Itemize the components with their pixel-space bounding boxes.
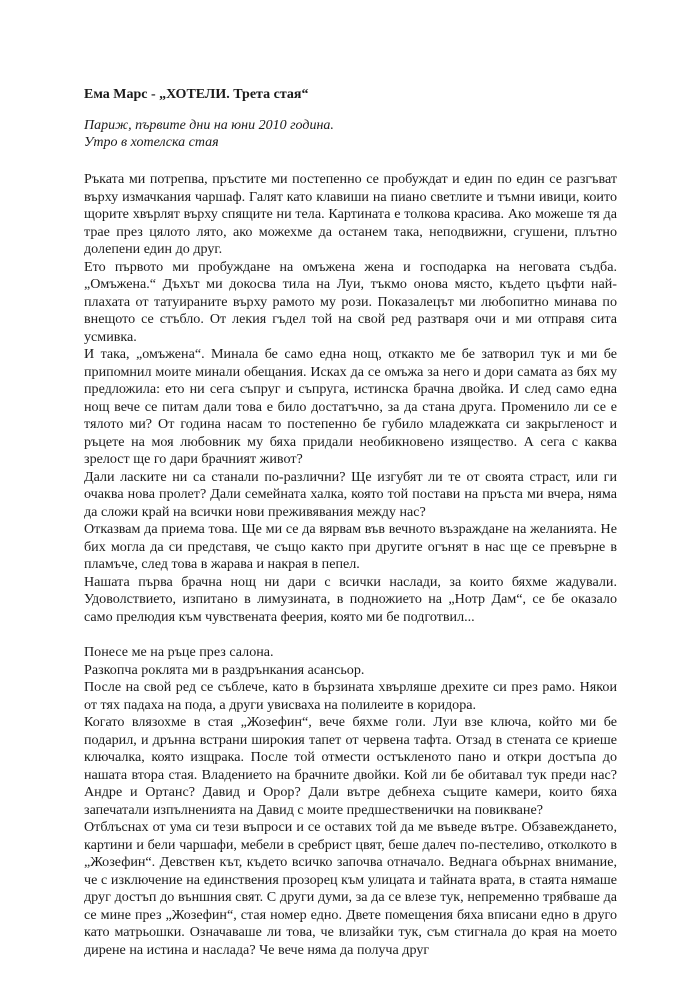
paragraph: Нашата първа брачна нощ ни дари с всички наслади, за които бяхме жадували. Удоволствието, изпитано в лимузината, в подножието на „Нотр Дам“, се бе оказало само прелюдия към чувствената феерия, която ми бе подготвил...	[84, 573, 617, 625]
paragraph: Дали ласките ни са станали по-различни? Ще изгубят ли те от своята страст, или ги очаква нова пролет? Дали семейната халка, която той постави на пръста ми вчера, няма да сложи край на всички нови преживявания между нас?	[84, 468, 617, 520]
document-body	[84, 171, 617, 959]
dateline-setting: Утро в хотелска стая	[84, 135, 219, 150]
paragraph: После на свой ред се съблече, като в бързината хвърляше дрехите си през рамо. Някои от тях падаха на пода, а други увисваха на полилеите в коридора.	[84, 679, 617, 713]
document-page	[84, 86, 617, 959]
paragraph: Отказвам да приема това. Ще ми се да вярвам във вечното възраждане на желанията. Не бих могла да си представя, че също както при другите огънят в нас ще се превърне в пламъче, след това в жарава и накрая в пепел.	[84, 521, 617, 572]
document-title: Ема Марс - „ХОТЕЛИ. Трета стая“	[84, 87, 309, 102]
paragraph: Ето първото ми пробуждане на омъжена жена и господарка на неговата съдба. „Омъжена.“ Дъхът ми докосва тила на Луи, тъкмо онова място, където цъфти най-плахата от татуираните върху рамото му рози. Показалецът ми любопитно минава по внещото се стъбло. От лекия гъдел той на свой ред разтваря очи и ми отправя сита усмивка.	[84, 258, 617, 345]
paragraph: Понесе ме на ръце през салона.	[84, 644, 274, 660]
paragraph: Когато влязохме в стая „Жозефин“, вече бяхме голи. Луи взе ключа, който ми бе подарил, и дрънна встрани широкия тапет от червена тафта. Отзад в стената се криеше ключалка, която изщрака. После той отмести остъкленото пано и откри достъпа до нашата втора стая. Владението на брачните двойки. Кой ли бе обитавал тук преди нас? Андре и Ортанс? Давид и Орор? Дали вътре дебнеха същите камери, които бяха запечатали изпълненията на Давид с моите предшественички на повикване?	[84, 714, 617, 818]
paragraph: Разкопча роклята ми в раздрънкания асансьор.	[84, 661, 365, 678]
paragraph: Ръката ми потрепва, пръстите ми постепенно се пробуждат и един по един се разгъват върху измачкания чаршаф. Галят като клавиши на пиано светлите и тъмни ивици, които щорите хвърлят върху спящите ни тела. Картината е толкова красива. Ако можеше тя да трае през цялото лято, ако можехме да останем така, неподвижни, сгушени, плътно долепени един до друг.	[84, 171, 617, 257]
dateline-place-date: Париж, първите дни на юни 2010 година.	[84, 118, 334, 133]
paragraph: И така, „омъжена“. Минала бе само една нощ, откакто ме бе затворил тук и ми бе припомнил моите минали обещания. Исках да се омъжа за него и дори самата аз бях му предложила: ето ни сега съпруг и съпруга, истинска брачна двойка. И след само една нощ вече се питам дали това е било достатъчно, за да стана друга. Променило ли се е тялото ми? От година насам то постепенно бе губило младежката си закрьгленост и ръцете на моя любовник му бяха придали необикновено изящество. А сега с каква зрелост ще го дари брачният живот?	[84, 346, 617, 467]
section-break	[84, 626, 617, 644]
dateline	[84, 117, 617, 151]
paragraph: Отблъснах от ума си тези въпроси и се оставих той да ме въведе вътре. Обзавеждането, картини и бели чаршафи, мебели в сребрист цвят, беше далеч по-пестеливо, отколкото в „Жозефин“. Девствен кът, където всичко започва отначало. Веднага обърнах внимание, че с изключение на единствения прозорец към улицата и тайната врата, в стаята нямаше друг достъп до външния свят. С други думи, за да се влезе тук, непременно трябваше да се мине през „Жозефин“, стая номер едно. Двете помещения бяха вписани едно в друго като матрьошки. Означаваше ли това, че влизайки тук, съм стигнала до края на моето дирене на истина и наслада? Че вече няма да получа друг	[84, 819, 617, 958]
